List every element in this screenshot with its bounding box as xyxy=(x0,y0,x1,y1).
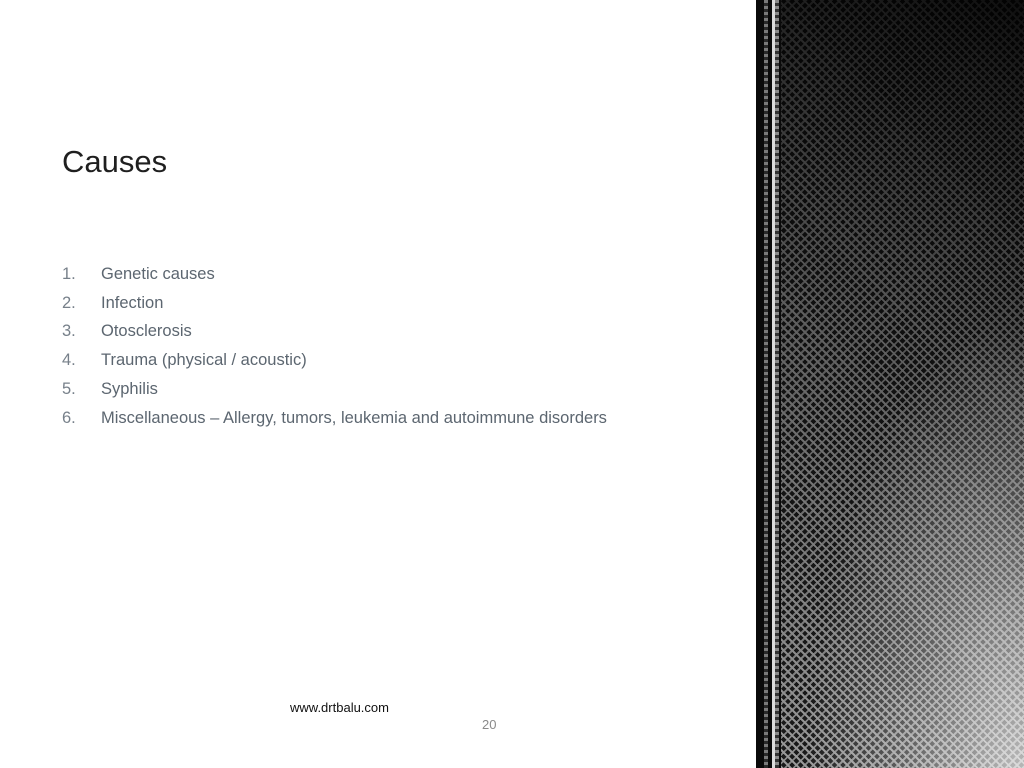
causes-list xyxy=(62,260,607,433)
list-item-number: 6. xyxy=(62,408,76,427)
list-item-text: Otosclerosis xyxy=(101,322,192,341)
list-item xyxy=(62,346,607,375)
list-item-number: 5. xyxy=(62,380,76,399)
list-item-number: 3. xyxy=(62,322,76,341)
footer-url: www.drtbalu.com xyxy=(290,700,389,715)
side-panel-stripe xyxy=(775,0,779,768)
list-item-number: 4. xyxy=(62,351,76,370)
list-item xyxy=(62,318,607,347)
list-item xyxy=(62,404,607,433)
slide-number: 20 xyxy=(482,717,497,732)
list-item-text: Trauma (physical / acoustic) xyxy=(101,351,307,370)
list-item-text: Miscellaneous – Allergy, tumors, leukemia and autoimmune disorders xyxy=(101,408,607,427)
list-item-number: 1. xyxy=(62,264,76,283)
list-item-text: Genetic causes xyxy=(101,264,215,283)
list-item-text: Syphilis xyxy=(101,380,158,399)
list-item-number: 2. xyxy=(62,293,76,312)
side-panel-stripe xyxy=(764,0,768,768)
list-item-text: Infection xyxy=(101,293,164,312)
list-item xyxy=(62,289,607,318)
carbon-fiber-texture-icon xyxy=(781,0,1024,768)
slide-title: Causes xyxy=(62,144,168,179)
list-item xyxy=(62,260,607,289)
list-item xyxy=(62,375,607,404)
